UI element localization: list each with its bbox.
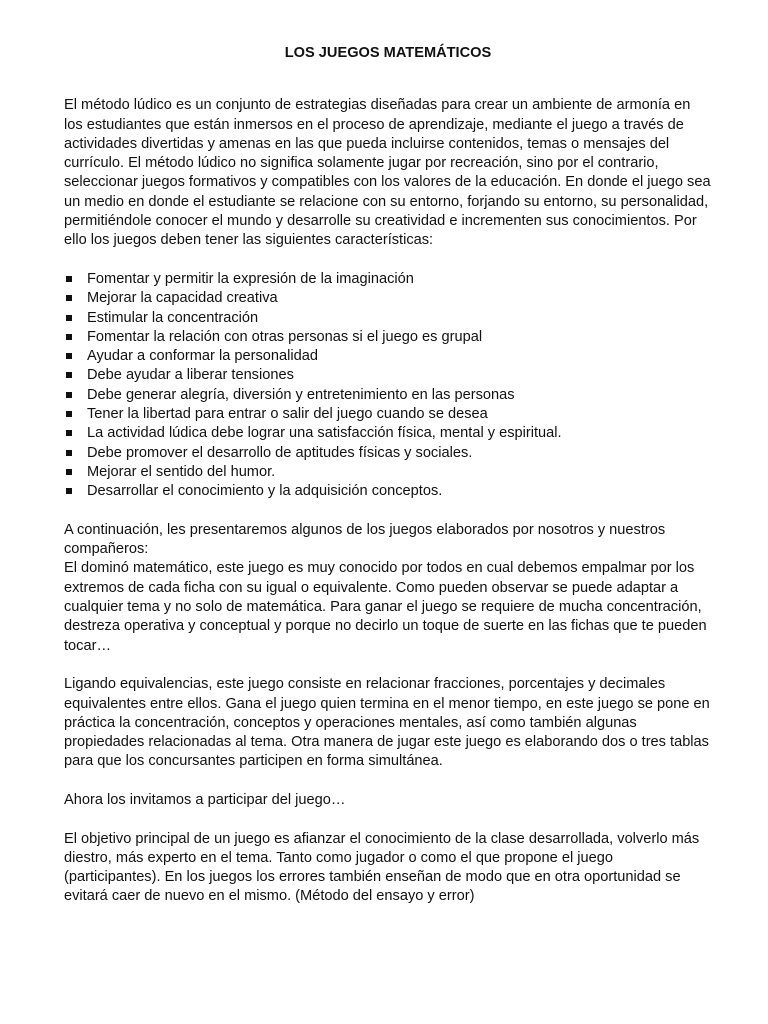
list-item-text: Mejorar el sentido del humor.: [87, 463, 276, 480]
objective-paragraph: El objetivo principal de un juego es afianzar el conocimiento de la clase desarrollada, volverlo más diestro, más experto en el tema. Tanto como jugador o como el que propone el juego (participantes). En los juegos los errores también enseñan de modo que en otra oportunidad se evitará caer de nuevo en el mismo. (Método del ensayo y error): [64, 830, 700, 905]
document-page: [64, 44, 712, 926]
games-section: [64, 521, 712, 656]
document-title: LOS JUEGOS MATEMÁTICOS: [284, 45, 492, 61]
square-bullet-icon: [66, 430, 72, 436]
square-bullet-icon: [66, 411, 72, 417]
list-item-text: Debe ayudar a liberar tensiones: [87, 367, 294, 384]
list-item-text: Fomentar la relación con otras personas si el juego es grupal: [87, 328, 483, 345]
list-item: [64, 270, 712, 289]
list-item: [64, 386, 712, 405]
list-item-text: Ayudar a conformar la personalidad: [87, 348, 318, 365]
games-intro-text: A continuación, les presentaremos algunos de los juegos elaborados por nosotros y nuestros compañeros:: [64, 521, 666, 558]
square-bullet-icon: [66, 315, 72, 321]
list-item: [64, 482, 712, 501]
ligando-paragraph: Ligando equivalencias, este juego consiste en relacionar fracciones, porcentajes y decimales equivalentes entre ellos. Gana el juego quien termina en el menor tiempo, en este juego se pone en práctica la concentración, conceptos y operaciones mentales, así como también algunas propiedades relacionadas al tema. Otra manera de jugar este juego es elaborando dos o tres tablas para que los concursantes participen en forma simultánea.: [64, 676, 710, 770]
domino-paragraph: El dominó matemático, este juego es muy conocido por todos en cual debemos empalmar por los extremos de cada ficha con su igual o equivalente. Como pueden observar se puede adaptar a cualquier tema y no solo de matemática. Para ganar el juego se requiere de mucha concentración, destreza operativa y conceptual y porque no decirlo un toque de suerte en las fichas que te pueden tocar…: [64, 560, 707, 654]
square-bullet-icon: [66, 334, 72, 340]
list-item-text: Debe promover el desarrollo de aptitudes físicas y sociales.: [87, 444, 473, 461]
square-bullet-icon: [66, 392, 72, 398]
square-bullet-icon: [66, 372, 72, 378]
square-bullet-icon: [66, 295, 72, 301]
list-item: [64, 463, 712, 482]
square-bullet-icon: [66, 353, 72, 359]
list-item: [64, 289, 712, 308]
square-bullet-icon: [66, 469, 72, 475]
square-bullet-icon: [66, 276, 72, 282]
list-item-text: Tener la libertad para entrar o salir del juego cuando se desea: [87, 406, 488, 423]
list-item: [64, 444, 712, 463]
list-item-text: La actividad lúdica debe lograr una satisfacción física, mental y espiritual.: [87, 425, 562, 442]
list-item-text: Desarrollar el conocimiento y la adquisición conceptos.: [87, 483, 443, 500]
list-item-text: Estimular la concentración: [87, 309, 259, 326]
list-item: [64, 366, 712, 385]
intro-paragraph: El método lúdico es un conjunto de estrategias diseñadas para crear un ambiente de armonía en los estudiantes que están inmersos en el proceso de aprendizaje, mediante el juego a través de actividades divertidas y amenas en las que pueda incluirse contenidos, temas o mensajes del currículo. El método lúdico no significa solamente jugar por recreación, sino por el contrario, seleccionar juegos formativos y compatibles con los valores de la educación. En donde el juego sea un medio en donde el estudiante se relacione con su entorno, forjando su entorno, su personalidad, permitiéndole conocer el mundo y desarrolle su creatividad e incrementen sus conocimientos. Por ello los juegos deben tener las siguientes características:: [64, 97, 711, 249]
characteristics-list: [64, 270, 712, 502]
list-item: [64, 309, 712, 328]
list-item: [64, 328, 712, 347]
invite-paragraph: Ahora los invitamos a participar del juego…: [64, 791, 346, 808]
list-item: [64, 405, 712, 424]
list-item-text: Mejorar la capacidad creativa: [87, 290, 278, 307]
list-item: [64, 424, 712, 443]
square-bullet-icon: [66, 450, 72, 456]
square-bullet-icon: [66, 488, 72, 494]
list-item-text: Fomentar y permitir la expresión de la imaginación: [87, 270, 414, 287]
list-item-text: Debe generar alegría, diversión y entretenimiento en las personas: [87, 386, 515, 403]
list-item: [64, 347, 712, 366]
